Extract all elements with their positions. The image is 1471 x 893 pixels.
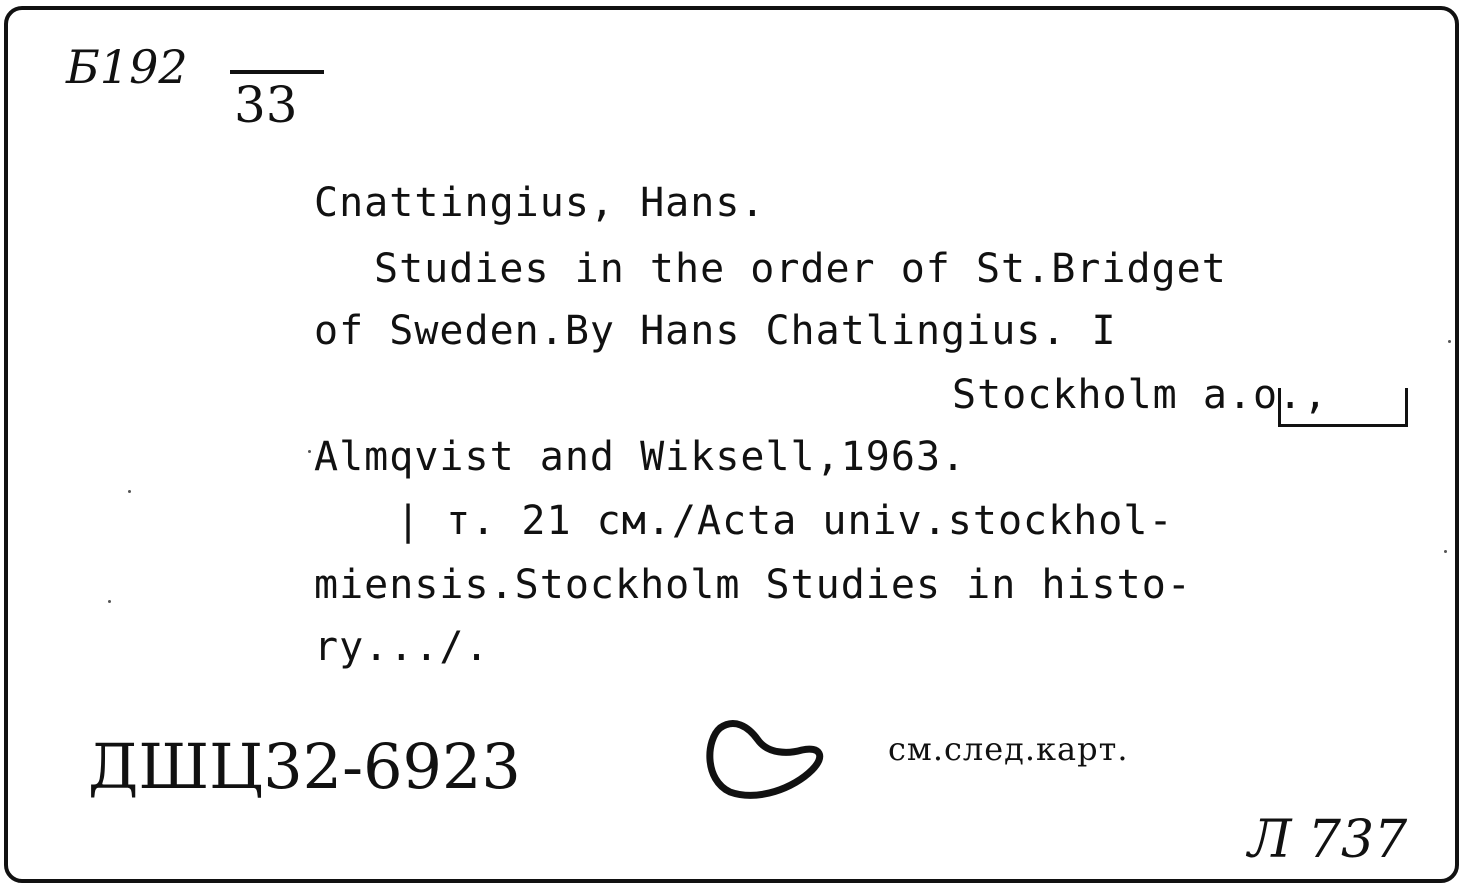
accession-mark: Л 737	[1248, 810, 1408, 870]
author-heading: Cnattingius, Hans.	[314, 180, 766, 226]
speck	[1448, 340, 1451, 343]
inventory-number: ДШЦ32-6923	[88, 730, 521, 803]
speck	[128, 490, 131, 493]
speck	[308, 450, 311, 453]
shelf-mark-fraction-line	[230, 70, 324, 74]
series-line-3: ry.../.	[314, 624, 490, 670]
series-line-1: | т. 21 см./Acta univ.stockhol-	[396, 498, 1174, 544]
shelf-mark: Б192	[66, 40, 188, 94]
speck	[108, 600, 111, 603]
shelf-mark-fraction: 33	[234, 76, 298, 134]
speck	[1444, 550, 1447, 553]
imprint-line-1: Stockholm a.o.,	[952, 372, 1329, 418]
imprint-line-2: Almqvist and Wiksell,1963.	[314, 434, 967, 480]
catalog-card	[4, 6, 1459, 883]
see-next-card-note: см.след.карт.	[888, 730, 1129, 768]
handwritten-loop-mark	[698, 710, 838, 810]
title-line-1: Studies in the order of St.Bridget	[374, 246, 1227, 292]
title-line-2: of Sweden.By Hans Chatlingius. I	[314, 308, 1117, 354]
bracket-mark	[1278, 388, 1408, 427]
series-line-2: miensis.Stockholm Studies in histo-	[314, 562, 1192, 608]
